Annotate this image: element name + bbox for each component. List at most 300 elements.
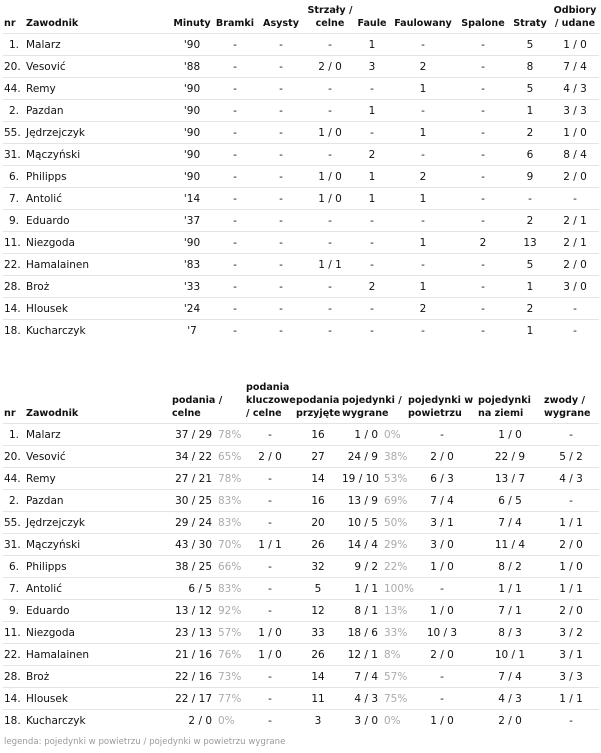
cell-shots: -	[305, 298, 355, 320]
cell-offsides: -	[457, 188, 509, 210]
cell-goals: -	[213, 144, 257, 166]
cell-player: Philipps	[25, 166, 171, 188]
cell-fouled: -	[389, 34, 457, 56]
cell-losses: 9	[509, 166, 551, 188]
cell-fouled: 2	[389, 298, 457, 320]
cell-received: 14	[295, 666, 341, 688]
cell-nr: 44.	[3, 468, 25, 490]
cell-tackles: -	[551, 298, 599, 320]
cell-fouls: -	[355, 298, 389, 320]
cell-duels-pct: 33%	[379, 622, 407, 644]
col-header-dribbles: zwody / wygrane	[544, 395, 591, 419]
cell-assists: -	[257, 122, 305, 144]
cell-minutes: '24	[171, 298, 213, 320]
cell-duels: 7 / 4	[341, 666, 379, 688]
cell-passes: 23 / 13	[171, 622, 213, 644]
cell-fouls: -	[355, 122, 389, 144]
cell-offsides: -	[457, 320, 509, 342]
cell-ground-duels: 11 / 4	[477, 534, 543, 556]
cell-shots: 1 / 0	[305, 122, 355, 144]
cell-passes: 22 / 16	[171, 666, 213, 688]
cell-tackles: 1 / 0	[551, 34, 599, 56]
cell-passes: 21 / 16	[171, 644, 213, 666]
table-header-row	[3, 4, 599, 34]
cell-passes: 37 / 29	[171, 424, 213, 446]
table-row	[3, 534, 599, 556]
cell-tackles: 2 / 0	[551, 254, 599, 276]
cell-fouled: 1	[389, 232, 457, 254]
cell-offsides: 2	[457, 232, 509, 254]
cell-key-passes: 2 / 0	[245, 446, 295, 468]
cell-nr: 20.	[3, 56, 25, 78]
cell-minutes: '90	[171, 166, 213, 188]
cell-passes-pct: 78%	[213, 468, 245, 490]
cell-losses: 1	[509, 320, 551, 342]
cell-duels-pct: 75%	[379, 688, 407, 710]
cell-tackles: 1 / 0	[551, 122, 599, 144]
cell-duels: 14 / 4	[341, 534, 379, 556]
cell-assists: -	[257, 276, 305, 298]
table-row	[3, 34, 599, 56]
col-header-key-passes: podania kluczowe / celne	[246, 382, 296, 419]
cell-minutes: '14	[171, 188, 213, 210]
col-header-minutes: Minuty	[173, 18, 211, 29]
cell-player: Hlousek	[25, 688, 171, 710]
cell-passes-pct: 65%	[213, 446, 245, 468]
cell-shots: -	[305, 232, 355, 254]
table-row	[3, 446, 599, 468]
cell-fouls: 1	[355, 100, 389, 122]
cell-aerial-duels: 1 / 0	[407, 556, 477, 578]
cell-player: Pazdan	[25, 100, 171, 122]
cell-aerial-duels: 10 / 3	[407, 622, 477, 644]
cell-assists: -	[257, 254, 305, 276]
cell-ground-duels: 6 / 5	[477, 490, 543, 512]
cell-tackles: -	[551, 188, 599, 210]
cell-tackles: -	[551, 320, 599, 342]
cell-received: 33	[295, 622, 341, 644]
cell-key-passes: 1 / 1	[245, 534, 295, 556]
cell-minutes: '33	[171, 276, 213, 298]
cell-fouls: 3	[355, 56, 389, 78]
cell-key-passes: 1 / 0	[245, 644, 295, 666]
cell-tackles: 2 / 1	[551, 210, 599, 232]
table-row	[3, 210, 599, 232]
cell-dribbles: 5 / 2	[543, 446, 599, 468]
cell-fouls: -	[355, 320, 389, 342]
player-stats-table	[3, 4, 599, 341]
cell-duels: 19 / 10	[341, 468, 379, 490]
cell-losses: -	[509, 188, 551, 210]
cell-duels: 4 / 3	[341, 688, 379, 710]
cell-dribbles: 3 / 1	[543, 644, 599, 666]
cell-dribbles: 2 / 0	[543, 600, 599, 622]
table-row	[3, 298, 599, 320]
cell-duels-pct: 0%	[379, 424, 407, 446]
cell-received: 27	[295, 446, 341, 468]
col-header-player: Zawodnik	[26, 18, 79, 29]
cell-ground-duels: 4 / 3	[477, 688, 543, 710]
cell-nr: 11.	[3, 622, 25, 644]
cell-player: Eduardo	[25, 600, 171, 622]
cell-duels-pct: 0%	[379, 710, 407, 732]
cell-offsides: -	[457, 34, 509, 56]
cell-key-passes: -	[245, 666, 295, 688]
cell-goals: -	[213, 100, 257, 122]
cell-assists: -	[257, 34, 305, 56]
cell-fouled: 1	[389, 78, 457, 100]
cell-offsides: -	[457, 254, 509, 276]
cell-nr: 7.	[3, 578, 25, 600]
cell-aerial-duels: -	[407, 666, 477, 688]
cell-goals: -	[213, 188, 257, 210]
cell-losses: 2	[509, 210, 551, 232]
cell-fouls: 1	[355, 188, 389, 210]
cell-shots: 2 / 0	[305, 56, 355, 78]
cell-fouls: -	[355, 210, 389, 232]
cell-nr: 9.	[3, 210, 25, 232]
col-header-aerial-duels: pojedynki w powietrzu	[408, 395, 474, 419]
cell-losses: 6	[509, 144, 551, 166]
cell-player: Mączyński	[25, 534, 171, 556]
cell-duels: 10 / 5	[341, 512, 379, 534]
table-row	[3, 556, 599, 578]
cell-ground-duels: 8 / 3	[477, 622, 543, 644]
cell-aerial-duels: 7 / 4	[407, 490, 477, 512]
cell-player: Mączyński	[25, 144, 171, 166]
cell-player: Pazdan	[25, 490, 171, 512]
cell-duels: 12 / 1	[341, 644, 379, 666]
cell-key-passes: 1 / 0	[245, 622, 295, 644]
cell-key-passes: -	[245, 710, 295, 732]
cell-passes-pct: 83%	[213, 578, 245, 600]
cell-player: Antolić	[25, 188, 171, 210]
table-row	[3, 644, 599, 666]
cell-duels-pct: 50%	[379, 512, 407, 534]
cell-fouled: -	[389, 100, 457, 122]
cell-player: Niezgoda	[25, 232, 171, 254]
cell-fouled: 1	[389, 276, 457, 298]
col-header-nr: nr	[4, 408, 16, 419]
cell-dribbles: 4 / 3	[543, 468, 599, 490]
cell-goals: -	[213, 210, 257, 232]
cell-passes: 30 / 25	[171, 490, 213, 512]
cell-nr: 55.	[3, 122, 25, 144]
cell-minutes: '88	[171, 56, 213, 78]
cell-duels-pct: 100%	[379, 578, 407, 600]
cell-nr: 7.	[3, 188, 25, 210]
cell-fouled: 2	[389, 56, 457, 78]
cell-losses: 5	[509, 78, 551, 100]
cell-shots: 1 / 1	[305, 254, 355, 276]
cell-passes-pct: 92%	[213, 600, 245, 622]
table-row	[3, 710, 599, 732]
cell-key-passes: -	[245, 600, 295, 622]
col-header-player: Zawodnik	[26, 408, 79, 419]
cell-fouled: 1	[389, 188, 457, 210]
cell-passes-pct: 73%	[213, 666, 245, 688]
cell-assists: -	[257, 78, 305, 100]
cell-shots: -	[305, 144, 355, 166]
cell-aerial-duels: 2 / 0	[407, 446, 477, 468]
cell-player: Broż	[25, 276, 171, 298]
cell-duels-pct: 13%	[379, 600, 407, 622]
cell-fouls: 2	[355, 276, 389, 298]
cell-key-passes: -	[245, 424, 295, 446]
cell-dribbles: 1 / 0	[543, 556, 599, 578]
cell-goals: -	[213, 34, 257, 56]
col-header-fouled: Faulowany	[394, 18, 452, 29]
cell-key-passes: -	[245, 556, 295, 578]
cell-shots: -	[305, 100, 355, 122]
cell-aerial-duels: -	[407, 424, 477, 446]
cell-assists: -	[257, 144, 305, 166]
cell-nr: 1.	[3, 424, 25, 446]
cell-assists: -	[257, 188, 305, 210]
cell-nr: 31.	[3, 534, 25, 556]
cell-assists: -	[257, 320, 305, 342]
cell-passes-pct: 83%	[213, 512, 245, 534]
cell-goals: -	[213, 320, 257, 342]
cell-shots: 1 / 0	[305, 188, 355, 210]
cell-shots: -	[305, 34, 355, 56]
cell-assists: -	[257, 232, 305, 254]
cell-dribbles: 1 / 1	[543, 688, 599, 710]
cell-fouled: -	[389, 320, 457, 342]
cell-assists: -	[257, 100, 305, 122]
cell-player: Vesović	[25, 56, 171, 78]
cell-shots: -	[305, 78, 355, 100]
table-row	[3, 320, 599, 342]
cell-nr: 28.	[3, 276, 25, 298]
cell-dribbles: 2 / 0	[543, 534, 599, 556]
cell-key-passes: -	[245, 512, 295, 534]
cell-ground-duels: 8 / 2	[477, 556, 543, 578]
cell-duels-pct: 53%	[379, 468, 407, 490]
cell-goals: -	[213, 122, 257, 144]
cell-player: Eduardo	[25, 210, 171, 232]
cell-player: Kucharczyk	[25, 320, 171, 342]
cell-offsides: -	[457, 166, 509, 188]
cell-ground-duels: 7 / 4	[477, 512, 543, 534]
cell-fouled: -	[389, 254, 457, 276]
cell-key-passes: -	[245, 468, 295, 490]
cell-passes-pct: 0%	[213, 710, 245, 732]
table-row	[3, 188, 599, 210]
cell-ground-duels: 7 / 1	[477, 600, 543, 622]
cell-nr: 28.	[3, 666, 25, 688]
cell-duels-pct: 69%	[379, 490, 407, 512]
cell-fouled: 1	[389, 122, 457, 144]
col-header-received: podania przyjęte	[296, 395, 341, 419]
table-row	[3, 100, 599, 122]
cell-ground-duels: 1 / 0	[477, 424, 543, 446]
cell-tackles: 2 / 1	[551, 232, 599, 254]
col-header-tackles: Odbiory / udane	[553, 5, 597, 29]
table-row	[3, 254, 599, 276]
cell-minutes: '90	[171, 232, 213, 254]
cell-offsides: -	[457, 122, 509, 144]
cell-goals: -	[213, 166, 257, 188]
cell-fouls: 2	[355, 144, 389, 166]
cell-fouls: 1	[355, 34, 389, 56]
cell-duels-pct: 8%	[379, 644, 407, 666]
cell-aerial-duels: 3 / 0	[407, 534, 477, 556]
cell-offsides: -	[457, 100, 509, 122]
cell-goals: -	[213, 298, 257, 320]
cell-offsides: -	[457, 56, 509, 78]
cell-aerial-duels: 2 / 0	[407, 644, 477, 666]
cell-losses: 5	[509, 254, 551, 276]
cell-goals: -	[213, 254, 257, 276]
cell-tackles: 8 / 4	[551, 144, 599, 166]
cell-passes-pct: 78%	[213, 424, 245, 446]
cell-nr: 2.	[3, 100, 25, 122]
cell-passes: 38 / 25	[171, 556, 213, 578]
cell-fouled: -	[389, 144, 457, 166]
cell-passes: 6 / 5	[171, 578, 213, 600]
cell-duels: 1 / 1	[341, 578, 379, 600]
cell-minutes: '90	[171, 78, 213, 100]
table-header-row	[3, 381, 599, 424]
table-row	[3, 276, 599, 298]
cell-dribbles: 1 / 1	[543, 512, 599, 534]
cell-passes: 13 / 12	[171, 600, 213, 622]
cell-received: 12	[295, 600, 341, 622]
cell-nr: 14.	[3, 688, 25, 710]
cell-received: 3	[295, 710, 341, 732]
cell-aerial-duels: -	[407, 688, 477, 710]
cell-ground-duels: 13 / 7	[477, 468, 543, 490]
table-row	[3, 578, 599, 600]
cell-aerial-duels: -	[407, 578, 477, 600]
cell-passes-pct: 83%	[213, 490, 245, 512]
cell-dribbles: 1 / 1	[543, 578, 599, 600]
cell-passes: 34 / 22	[171, 446, 213, 468]
cell-offsides: -	[457, 298, 509, 320]
cell-tackles: 3 / 0	[551, 276, 599, 298]
cell-minutes: '7	[171, 320, 213, 342]
cell-dribbles: 3 / 3	[543, 666, 599, 688]
cell-ground-duels: 7 / 4	[477, 666, 543, 688]
cell-shots: 1 / 0	[305, 166, 355, 188]
cell-passes-pct: 66%	[213, 556, 245, 578]
cell-passes: 22 / 17	[171, 688, 213, 710]
cell-received: 16	[295, 490, 341, 512]
table-row	[3, 622, 599, 644]
table-row	[3, 122, 599, 144]
cell-goals: -	[213, 56, 257, 78]
cell-key-passes: -	[245, 688, 295, 710]
cell-received: 16	[295, 424, 341, 446]
cell-goals: -	[213, 78, 257, 100]
cell-received: 11	[295, 688, 341, 710]
cell-nr: 18.	[3, 320, 25, 342]
cell-player: Remy	[25, 78, 171, 100]
cell-goals: -	[213, 276, 257, 298]
cell-player: Niezgoda	[25, 622, 171, 644]
table-row	[3, 688, 599, 710]
cell-aerial-duels: 6 / 3	[407, 468, 477, 490]
cell-nr: 6.	[3, 166, 25, 188]
cell-received: 14	[295, 468, 341, 490]
cell-player: Jędrzejczyk	[25, 122, 171, 144]
cell-player: Antolić	[25, 578, 171, 600]
cell-player: Malarz	[25, 34, 171, 56]
table-row	[3, 490, 599, 512]
table-row	[3, 600, 599, 622]
col-header-losses: Straty	[513, 18, 547, 29]
cell-fouled: -	[389, 210, 457, 232]
cell-dribbles: -	[543, 424, 599, 446]
cell-player: Philipps	[25, 556, 171, 578]
cell-tackles: 3 / 3	[551, 100, 599, 122]
table-row	[3, 468, 599, 490]
passing-duels-table	[3, 381, 599, 731]
cell-fouls: -	[355, 232, 389, 254]
cell-duels-pct: 57%	[379, 666, 407, 688]
cell-player: Hamalainen	[25, 254, 171, 276]
cell-offsides: -	[457, 144, 509, 166]
cell-losses: 1	[509, 276, 551, 298]
col-header-shots: Strzały / celne	[307, 5, 353, 29]
cell-offsides: -	[457, 276, 509, 298]
cell-received: 5	[295, 578, 341, 600]
cell-passes-pct: 76%	[213, 644, 245, 666]
cell-minutes: '37	[171, 210, 213, 232]
cell-shots: -	[305, 210, 355, 232]
cell-nr: 44.	[3, 78, 25, 100]
col-header-assists: Asysty	[263, 18, 299, 29]
cell-nr: 20.	[3, 446, 25, 468]
col-header-nr: nr	[4, 18, 16, 29]
col-header-ground-duels: pojedynki na ziemi	[478, 395, 531, 419]
cell-dribbles: -	[543, 490, 599, 512]
cell-aerial-duels: 3 / 1	[407, 512, 477, 534]
cell-passes: 27 / 21	[171, 468, 213, 490]
cell-tackles: 2 / 0	[551, 166, 599, 188]
cell-passes: 43 / 30	[171, 534, 213, 556]
cell-aerial-duels: 1 / 0	[407, 600, 477, 622]
cell-minutes: '90	[171, 100, 213, 122]
cell-nr: 55.	[3, 512, 25, 534]
cell-goals: -	[213, 232, 257, 254]
table-row	[3, 144, 599, 166]
cell-ground-duels: 2 / 0	[477, 710, 543, 732]
cell-nr: 22.	[3, 644, 25, 666]
cell-assists: -	[257, 298, 305, 320]
cell-player: Vesović	[25, 446, 171, 468]
cell-dribbles: -	[543, 710, 599, 732]
cell-losses: 13	[509, 232, 551, 254]
cell-duels: 3 / 0	[341, 710, 379, 732]
cell-nr: 22.	[3, 254, 25, 276]
cell-nr: 6.	[3, 556, 25, 578]
cell-passes-pct: 77%	[213, 688, 245, 710]
cell-dribbles: 3 / 2	[543, 622, 599, 644]
cell-nr: 1.	[3, 34, 25, 56]
cell-nr: 18.	[3, 710, 25, 732]
cell-duels: 9 / 2	[341, 556, 379, 578]
cell-tackles: 4 / 3	[551, 78, 599, 100]
cell-ground-duels: 10 / 1	[477, 644, 543, 666]
cell-received: 26	[295, 534, 341, 556]
cell-player: Broż	[25, 666, 171, 688]
cell-passes: 2 / 0	[171, 710, 213, 732]
cell-nr: 2.	[3, 490, 25, 512]
cell-shots: -	[305, 320, 355, 342]
cell-nr: 11.	[3, 232, 25, 254]
